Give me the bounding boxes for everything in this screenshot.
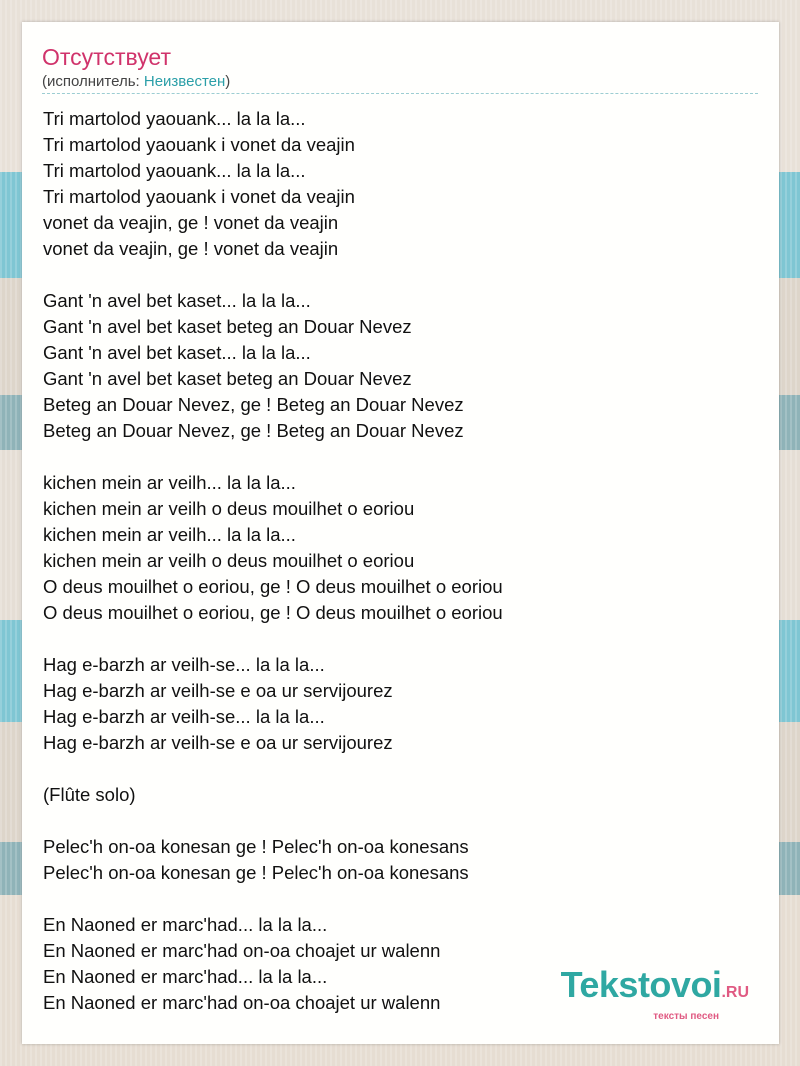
lyric-line: Tri martolod yaouank i vonet da veajin [43,186,355,207]
artist-prefix: (исполнитель: [42,73,144,90]
lyric-line: kichen mein ar veilh o deus mouilhet o eoriou [43,498,415,519]
lyric-line: Gant 'n avel bet kaset beteg an Douar Nevez [43,316,412,337]
song-title: Отсутствует [42,44,171,70]
lyric-line: Gant 'n avel bet kaset beteg an Douar Nevez [43,368,412,389]
title-divider [42,93,758,94]
lyric-line: Tri martolod yaouank i vonet da veajin [43,134,355,155]
lyric-line: En Naoned er marc'had... la la la... [43,914,328,935]
lyric-line: Gant 'n avel bet kaset... la la la... [43,342,311,363]
lyric-line: Tri martolod yaouank... la la la... [43,160,306,181]
lyric-line [43,886,759,912]
lyric-line: En Naoned er marc'had on-oa choajet ur walenn [43,940,441,961]
lyric-line: En Naoned er marc'had... la la la... [43,966,328,987]
logo-wordmark [560,964,749,1011]
logo-tld: .RU [721,984,749,1001]
lyric-line [43,808,759,834]
lyric-line [43,444,759,470]
lyric-line: vonet da veajin, ge ! vonet da veajin [43,238,339,259]
logo-tagline: тексты песен [653,1011,719,1022]
lyric-line: kichen mein ar veilh... la la la... [43,472,296,493]
lyric-line: (Flûte solo) [43,784,136,805]
lyric-line: Hag e-barzh ar veilh-se... la la la... [43,654,325,675]
lyric-line: Tri martolod yaouank... la la la... [43,108,306,129]
lyric-line: Hag e-barzh ar veilh-se e oa ur servijourez [43,732,393,753]
lyric-line: O deus mouilhet o eoriou, ge ! O deus mouilhet o eoriou [43,576,503,597]
logo-name: Tekstovoi [560,964,722,1005]
lyric-line: En Naoned er marc'had on-oa choajet ur walenn [43,992,441,1013]
artist-suffix: ) [225,73,231,90]
lyric-line [43,756,759,782]
lyrics-card [22,22,779,1044]
lyric-line: Pelec'h on-oa konesan ge ! Pelec'h on-oa konesans [43,862,469,883]
lyric-line: O deus mouilhet o eoriou, ge ! O deus mouilhet o eoriou [43,602,503,623]
lyric-line: Gant 'n avel bet kaset... la la la... [43,290,311,311]
lyric-line: Beteg an Douar Nevez, ge ! Beteg an Douar Nevez [43,420,464,441]
artist-line [42,73,230,91]
lyrics-body [43,106,759,1016]
lyric-line: Hag e-barzh ar veilh-se... la la la... [43,706,325,727]
lyric-line: vonet da veajin, ge ! vonet da veajin [43,212,339,233]
lyric-line: Pelec'h on-oa konesan ge ! Pelec'h on-oa konesans [43,836,469,857]
lyric-line [43,626,759,652]
lyric-line: kichen mein ar veilh... la la la... [43,524,296,545]
lyric-line: Beteg an Douar Nevez, ge ! Beteg an Douar Nevez [43,394,464,415]
artist-link[interactable]: Неизвестен [143,73,226,90]
lyric-line [43,262,759,288]
lyric-line: kichen mein ar veilh o deus mouilhet o eoriou [43,550,415,571]
lyric-line: Hag e-barzh ar veilh-se e oa ur servijourez [43,680,393,701]
site-logo[interactable] [560,964,749,1022]
